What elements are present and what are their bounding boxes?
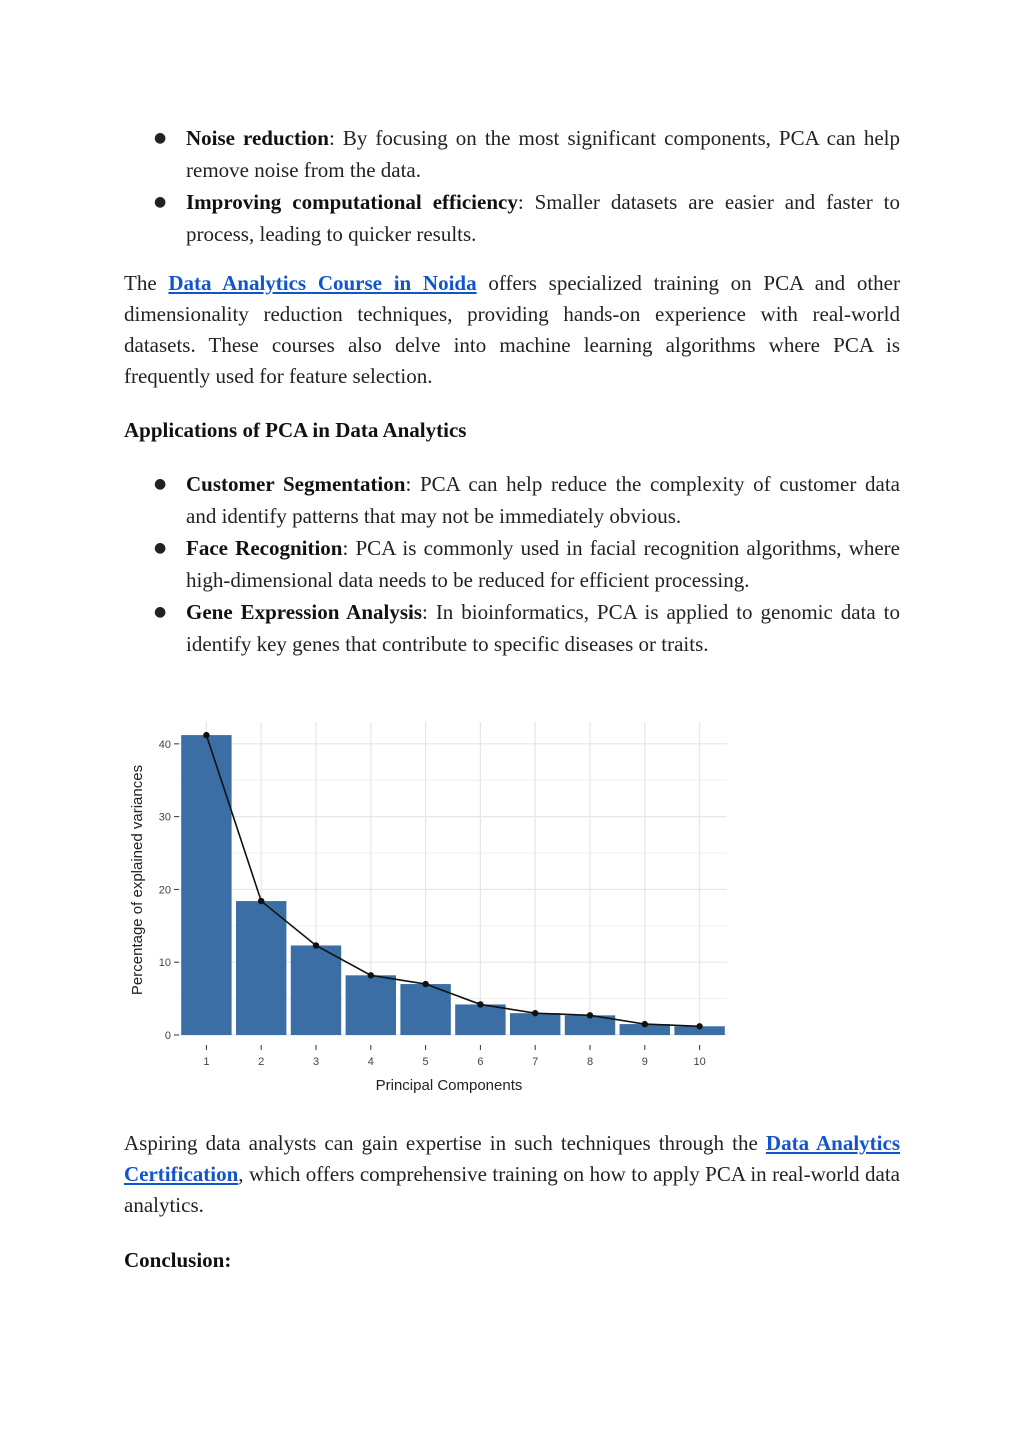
course-paragraph (124, 268, 900, 392)
list-item (124, 186, 900, 250)
x-tick-label: 4 (367, 1056, 374, 1068)
bar (236, 901, 286, 1035)
x-tick-label: 5 (422, 1056, 429, 1068)
data-point (587, 1012, 593, 1018)
item-title: Customer Segmentation (186, 472, 406, 496)
bar (400, 984, 450, 1035)
x-tick-label: 3 (312, 1056, 320, 1068)
item-title: Face Recognition (186, 536, 343, 560)
certification-paragraph (124, 1128, 900, 1221)
data-point (203, 732, 209, 738)
list-item (124, 468, 900, 532)
para-text: , which offers comprehensive training on how to apply PCA in real-world data analytics. (124, 1162, 900, 1217)
item-text: : PCA is commonly used in facial recognition algorithms, where high-dimensional data needs to be reduced for efficient processing. (186, 536, 900, 592)
list-item (124, 122, 900, 186)
bar (181, 735, 231, 1035)
para-text: Aspiring data analysts can gain expertise in such techniques through the (124, 1131, 766, 1155)
section-heading-applications: Applications of PCA in Data Analytics (124, 418, 467, 442)
x-tick-label: 1 (203, 1056, 210, 1068)
x-tick-label: 2 (258, 1056, 265, 1068)
scree-plot-svg (124, 710, 744, 1110)
item-text: : In bioinformatics, PCA is applied to genomic data to identify key genes that contribute to specific diseases or traits. (186, 600, 900, 656)
data-point (258, 898, 264, 904)
section-heading-conclusion: Conclusion: (124, 1248, 232, 1272)
list-item (124, 596, 900, 660)
scree-plot (124, 710, 744, 1110)
data-point (368, 972, 374, 978)
x-tick-label: 9 (641, 1056, 648, 1068)
data-point (313, 942, 319, 948)
item-title: Gene Expression Analysis (186, 600, 423, 624)
bar (510, 1013, 560, 1035)
x-tick-label: 7 (532, 1056, 539, 1068)
item-text: : By focusing on the most significant components, PCA can help remove noise from the data. (186, 126, 900, 182)
para-text: offers specialized training on PCA and other dimensionality reduction techniques, providing hands-on experience with real-world datasets. These courses also delve into machine learning algorithms where PCA is frequently used for feature selection. (124, 271, 900, 388)
certification-link[interactable]: Data Analytics Certification (124, 1131, 901, 1186)
bullet-icon: ● (154, 194, 167, 210)
item-text: : PCA can help reduce the complexity of customer data and identify patterns that may not be immediately obvious. (186, 472, 900, 528)
y-tick-label: 30 (158, 811, 171, 824)
bar (455, 1004, 505, 1035)
x-tick-label: 8 (586, 1056, 594, 1068)
bullet-icon: ● (154, 476, 167, 492)
y-tick-label: 0 (164, 1030, 171, 1042)
x-tick-label: 6 (477, 1056, 484, 1068)
x-tick-label: 10 (693, 1056, 706, 1068)
para-text: The (124, 271, 169, 295)
data-point (532, 1010, 538, 1016)
course-link[interactable]: Data Analytics Course in Noida (168, 271, 477, 295)
applications-list (124, 468, 900, 660)
list-item (124, 532, 900, 596)
item-title: Improving computational efficiency (186, 190, 518, 214)
benefits-list (124, 122, 900, 250)
bullet-icon: ● (154, 540, 167, 556)
y-tick-label: 10 (158, 957, 171, 970)
item-text: : Smaller datasets are easier and faster to process, leading to quicker results. (186, 190, 900, 246)
data-point (696, 1023, 702, 1029)
bar (346, 975, 396, 1035)
data-point (422, 981, 428, 987)
document-content (124, 122, 900, 660)
bullet-icon: ● (154, 130, 167, 146)
y-axis-label: Percentage of explained variances (129, 764, 146, 996)
bar (291, 945, 341, 1035)
item-title: Noise reduction (186, 126, 329, 150)
document-content-lower (124, 1128, 900, 1276)
x-axis-label: Principal Components (375, 1077, 523, 1094)
y-tick-label: 20 (158, 884, 171, 897)
data-point (477, 1001, 483, 1007)
data-point (642, 1021, 648, 1027)
y-tick-label: 40 (158, 738, 171, 751)
bullet-icon: ● (154, 604, 167, 620)
